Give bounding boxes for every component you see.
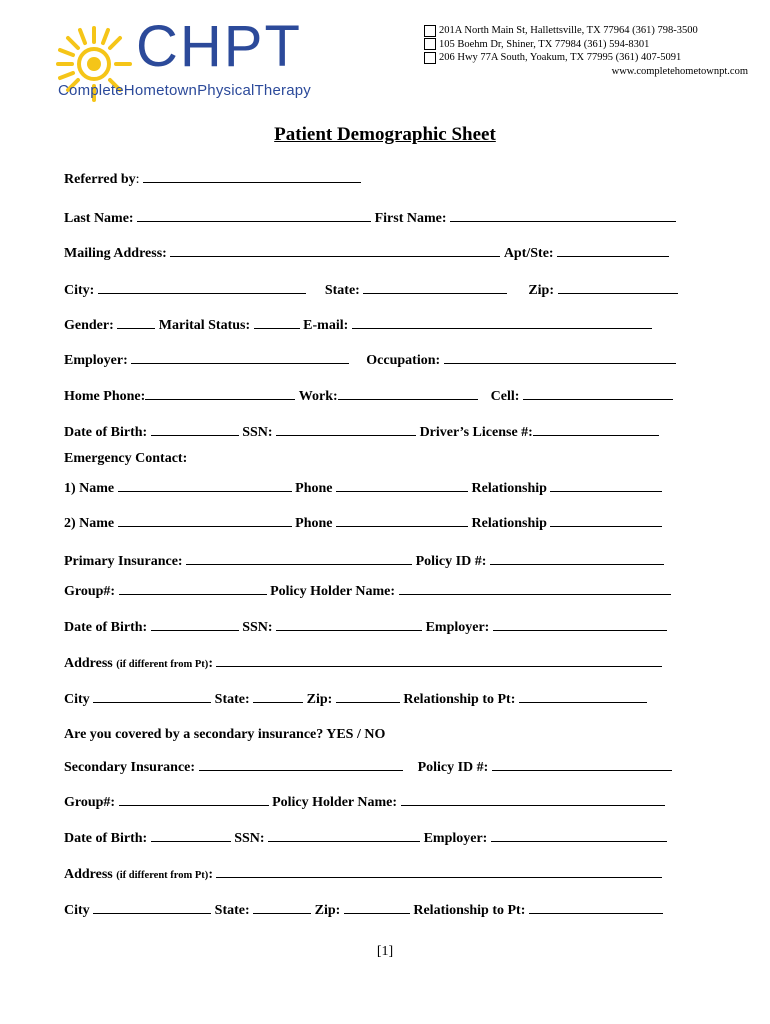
cell-phone-label: Cell:: [490, 389, 520, 404]
mailing-address-row: [64, 242, 690, 262]
ec1-relationship-field[interactable]: [550, 477, 662, 492]
first-name-field[interactable]: [450, 207, 676, 222]
clinic-address-row: [424, 51, 754, 65]
logo-wordmark: CHPT: [136, 14, 302, 79]
secondary-insurance-question: Are you covered by a secondary insurance? YES / NO: [64, 727, 386, 742]
page-number: [1]: [376, 944, 394, 959]
clinic-address: 201A North Main St, Hallettsville, TX 77964 (361) 798-3500: [439, 25, 698, 36]
ec1-name-label: 1) Name: [64, 481, 115, 496]
work-phone-field[interactable]: [338, 385, 478, 400]
city-field[interactable]: [98, 279, 306, 294]
apt-ste-field[interactable]: [557, 242, 669, 257]
secondary-relationship-label: Relationship to Pt:: [413, 903, 526, 918]
secondary-question-row: [64, 727, 690, 743]
work-phone-label: Work:: [298, 389, 338, 404]
state-field[interactable]: [363, 279, 507, 294]
name-row: [64, 207, 690, 227]
primary-policy-holder-field[interactable]: [399, 580, 671, 595]
first-name-label: First Name:: [374, 211, 447, 226]
dob-label: Date of Birth:: [64, 425, 148, 440]
secondary-group-label: Group#:: [64, 795, 116, 810]
primary-insurance-label: Primary Insurance:: [64, 554, 183, 569]
secondary-dob-row: [64, 827, 690, 847]
secondary-city-row: [64, 899, 690, 919]
primary-employer-field[interactable]: [493, 616, 667, 631]
primary-group-label: Group#:: [64, 584, 116, 599]
chpt-logo: [56, 14, 346, 102]
home-phone-field[interactable]: [145, 385, 295, 400]
secondary-insurance-label: Secondary Insurance:: [64, 760, 196, 775]
mailing-address-field[interactable]: [170, 242, 500, 257]
primary-dob-row: [64, 616, 690, 636]
secondary-policy-id-field[interactable]: [492, 756, 672, 771]
employer-field[interactable]: [131, 349, 349, 364]
primary-address-row: [64, 652, 690, 672]
clinic-checkbox[interactable]: [424, 52, 436, 64]
primary-city-field[interactable]: [93, 688, 211, 703]
secondary-state-label: State:: [214, 903, 250, 918]
ssn-label: SSN:: [242, 425, 273, 440]
ec2-phone-label: Phone: [295, 516, 333, 531]
gender-field[interactable]: [117, 314, 155, 329]
city-state-zip-row: [64, 279, 690, 299]
ec2-relationship-label: Relationship: [471, 516, 547, 531]
emergency-contact-heading-row: [64, 451, 690, 467]
emergency-contact-1-row: [64, 477, 690, 497]
email-field[interactable]: [352, 314, 652, 329]
secondary-policy-holder-field[interactable]: [401, 791, 665, 806]
clinic-checkbox[interactable]: [424, 38, 436, 50]
website-link[interactable]: www.completehometownpt.com: [611, 65, 748, 77]
secondary-ssn-label: SSN:: [234, 831, 265, 846]
primary-policy-holder-label: Policy Holder Name:: [270, 584, 396, 599]
phone-row: [64, 385, 690, 405]
marital-status-field[interactable]: [254, 314, 300, 329]
email-label: E-mail:: [303, 318, 349, 333]
primary-zip-label: Zip:: [306, 692, 333, 707]
primary-address-colon: :: [208, 656, 213, 671]
primary-insurance-field[interactable]: [186, 550, 412, 565]
ec1-relationship-label: Relationship: [471, 481, 547, 496]
primary-insurance-row: [64, 550, 690, 570]
clinic-address: 206 Hwy 77A South, Yoakum, TX 77995 (361) 407-5091: [439, 52, 682, 63]
clinic-address-row: [424, 24, 754, 38]
primary-city-label: City: [64, 692, 90, 707]
primary-dob-field[interactable]: [151, 616, 239, 631]
city-label: City:: [64, 283, 95, 298]
cell-phone-field[interactable]: [523, 385, 673, 400]
secondary-insurance-row: [64, 756, 690, 776]
emergency-contact-heading: Emergency Contact:: [64, 451, 188, 466]
primary-ssn-label: SSN:: [242, 620, 273, 635]
secondary-city-label: City: [64, 903, 90, 918]
last-name-field[interactable]: [137, 207, 371, 222]
marital-status-label: Marital Status:: [158, 318, 251, 333]
ec1-phone-label: Phone: [295, 481, 333, 496]
primary-policy-id-label: Policy ID #:: [415, 554, 487, 569]
occupation-field[interactable]: [444, 349, 676, 364]
secondary-employer-label: Employer:: [423, 831, 488, 846]
secondary-address-row: [64, 863, 690, 883]
zip-label: Zip:: [528, 283, 555, 298]
clinic-checkbox[interactable]: [424, 25, 436, 37]
secondary-address-colon: :: [208, 867, 213, 882]
primary-dob-label: Date of Birth:: [64, 620, 148, 635]
ec2-name-label: 2) Name: [64, 516, 115, 531]
primary-address-field[interactable]: [216, 652, 662, 667]
primary-zip-field[interactable]: [336, 688, 400, 703]
drivers-license-label: Driver’s License #:: [419, 425, 533, 440]
secondary-zip-field[interactable]: [344, 899, 410, 914]
secondary-address-field[interactable]: [216, 863, 662, 878]
ec2-phone-field[interactable]: [336, 512, 468, 527]
gender-label: Gender:: [64, 318, 114, 333]
logo-tagline: CompleteHometownPhysicalTherapy: [58, 82, 311, 99]
apt-ste-label: Apt/Ste:: [503, 246, 554, 261]
secondary-zip-label: Zip:: [314, 903, 341, 918]
emergency-contact-2-row: [64, 512, 690, 532]
primary-relationship-field[interactable]: [519, 688, 647, 703]
zip-field[interactable]: [558, 279, 678, 294]
occupation-label: Occupation:: [366, 353, 441, 368]
referred-by-field[interactable]: [143, 168, 361, 183]
dob-field[interactable]: [151, 421, 239, 436]
secondary-state-field[interactable]: [253, 899, 311, 914]
page-title: Patient Demographic Sheet: [274, 124, 496, 145]
last-name-label: Last Name:: [64, 211, 134, 226]
primary-state-label: State:: [214, 692, 250, 707]
ec1-phone-field[interactable]: [336, 477, 468, 492]
clinic-address-row: [424, 38, 754, 52]
ec2-relationship-field[interactable]: [550, 512, 662, 527]
ec1-name-field[interactable]: [118, 477, 292, 492]
primary-policy-id-field[interactable]: [490, 550, 664, 565]
ssn-field[interactable]: [276, 421, 416, 436]
primary-group-row: [64, 580, 690, 600]
secondary-dob-label: Date of Birth:: [64, 831, 148, 846]
secondary-address-note: (if different from Pt): [116, 870, 209, 881]
secondary-ssn-field[interactable]: [268, 827, 420, 842]
secondary-policy-holder-label: Policy Holder Name:: [272, 795, 398, 810]
secondary-group-field[interactable]: [119, 791, 269, 806]
secondary-group-row: [64, 791, 690, 811]
secondary-policy-id-label: Policy ID #:: [417, 760, 489, 775]
referred-by-colon: :: [135, 172, 140, 187]
secondary-relationship-field[interactable]: [529, 899, 663, 914]
secondary-address-label: Address: [64, 867, 113, 882]
mailing-address-label: Mailing Address:: [64, 246, 167, 261]
state-label: State:: [324, 283, 360, 298]
primary-employer-label: Employer:: [425, 620, 490, 635]
clinic-address: 105 Boehm Dr, Shiner, TX 77984 (361) 594-8301: [439, 38, 650, 50]
secondary-dob-field[interactable]: [151, 827, 231, 842]
secondary-employer-field[interactable]: [491, 827, 667, 842]
primary-address-label: Address: [64, 656, 113, 671]
referred-by-row: [64, 168, 690, 188]
employer-label: Employer:: [64, 353, 128, 368]
dob-ssn-license-row: [64, 421, 690, 441]
primary-state-field[interactable]: [253, 688, 303, 703]
primary-city-row: [64, 688, 690, 708]
primary-ssn-field[interactable]: [276, 616, 422, 631]
primary-address-note: (if different from Pt): [116, 659, 209, 670]
secondary-insurance-field[interactable]: [199, 756, 403, 771]
drivers-license-field[interactable]: [533, 421, 659, 436]
primary-group-field[interactable]: [119, 580, 267, 595]
primary-relationship-label: Relationship to Pt:: [403, 692, 516, 707]
secondary-city-field[interactable]: [93, 899, 211, 914]
employer-occupation-row: [64, 349, 690, 369]
home-phone-label: Home Phone:: [64, 389, 146, 404]
clinic-addresses: [424, 24, 754, 78]
referred-by-label: Referred by: [64, 172, 136, 187]
ec2-name-field[interactable]: [118, 512, 292, 527]
gender-marital-email-row: [64, 314, 690, 334]
